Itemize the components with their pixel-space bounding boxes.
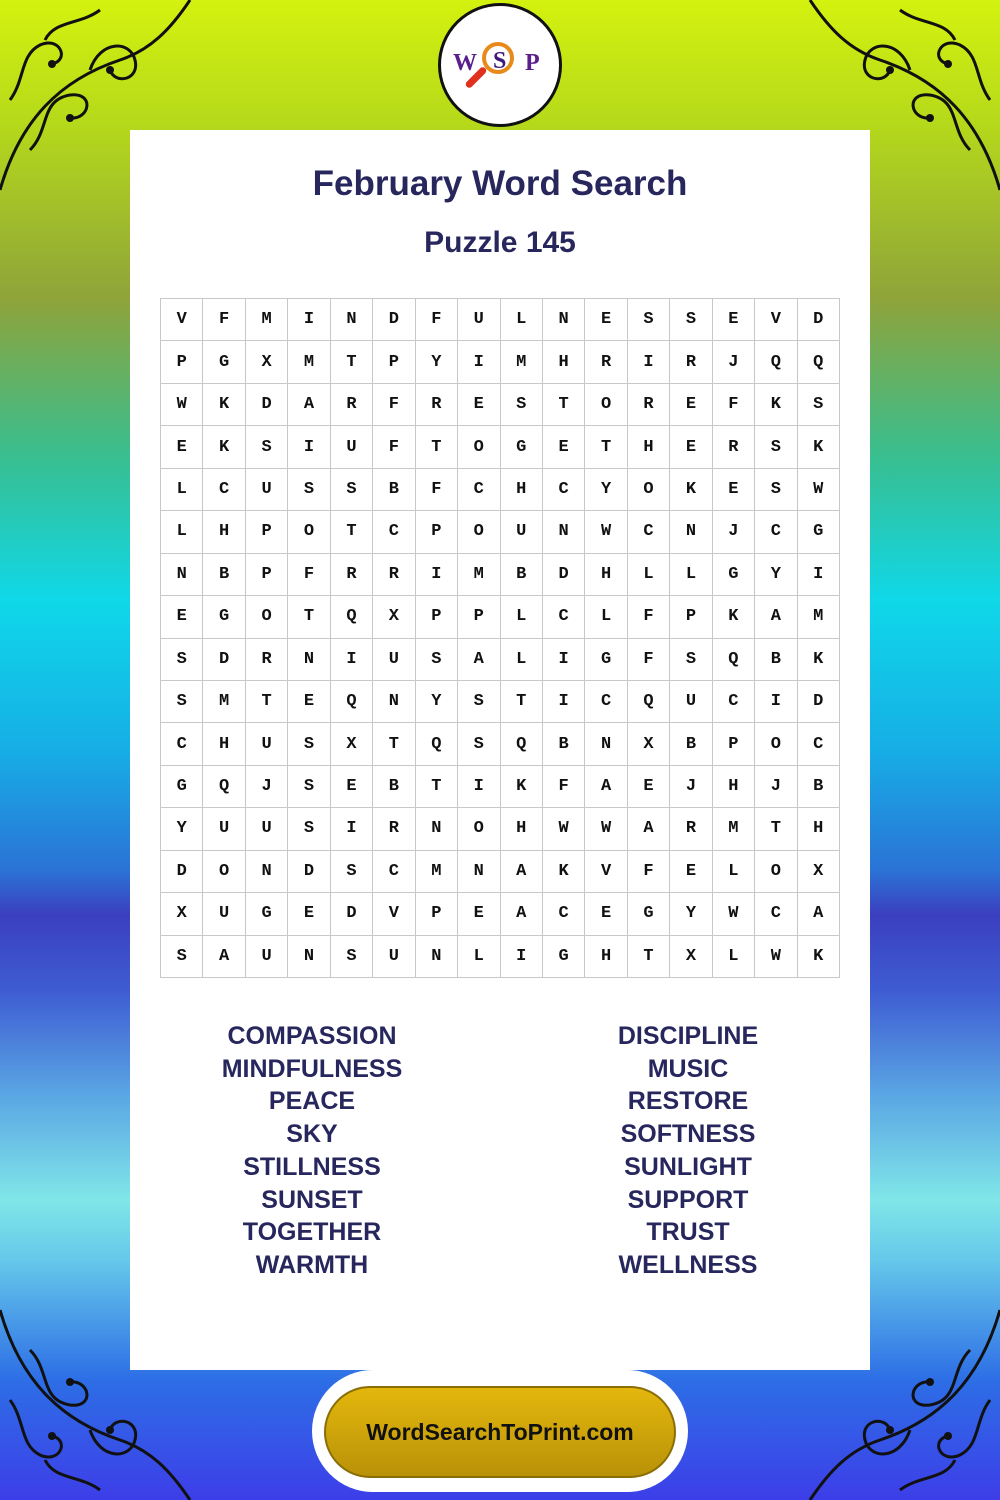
grid-cell[interactable]: G [246, 893, 288, 935]
logo-letter-s: S [493, 48, 507, 74]
grid-cell[interactable]: D [331, 893, 373, 935]
grid-cell[interactable]: R [713, 426, 755, 468]
grid-cell[interactable]: S [670, 639, 712, 681]
grid-cell[interactable]: T [331, 511, 373, 553]
grid-cell[interactable]: L [161, 511, 203, 553]
grid-cell[interactable]: F [628, 639, 670, 681]
grid-cell[interactable]: P [246, 554, 288, 596]
grid-cell[interactable]: D [373, 299, 415, 341]
grid-cell[interactable]: S [246, 426, 288, 468]
grid-cell[interactable]: Q [416, 723, 458, 765]
grid-cell[interactable]: O [246, 596, 288, 638]
grid-cell[interactable]: U [501, 511, 543, 553]
grid-cell[interactable]: E [161, 596, 203, 638]
word-list-item: RESTORE [627, 1087, 749, 1116]
grid-cell[interactable]: H [713, 766, 755, 808]
grid-cell[interactable]: F [628, 851, 670, 893]
grid-cell[interactable]: U [373, 936, 415, 978]
grid-cell[interactable]: U [670, 681, 712, 723]
grid-cell[interactable]: W [585, 808, 627, 850]
grid-cell[interactable]: I [628, 341, 670, 383]
grid-cell[interactable]: C [755, 511, 797, 553]
grid-cell[interactable]: R [331, 554, 373, 596]
grid-cell[interactable]: A [288, 384, 330, 426]
grid-cell[interactable]: E [713, 469, 755, 511]
grid-cell[interactable]: D [798, 681, 840, 723]
grid-cell[interactable]: S [288, 469, 330, 511]
grid-cell[interactable]: O [585, 384, 627, 426]
grid-cell[interactable]: Y [755, 554, 797, 596]
puzzle-number: Puzzle 145 [424, 226, 576, 259]
grid-cell[interactable]: U [458, 299, 500, 341]
grid-cell[interactable]: A [755, 596, 797, 638]
grid-cell[interactable]: H [798, 808, 840, 850]
grid-cell[interactable]: S [288, 766, 330, 808]
grid-cell[interactable]: C [543, 596, 585, 638]
page-title: February Word Search [312, 164, 688, 203]
grid-cell[interactable]: R [670, 341, 712, 383]
grid-cell[interactable]: Q [203, 766, 245, 808]
grid-cell[interactable]: N [373, 681, 415, 723]
grid-cell[interactable]: A [458, 639, 500, 681]
grid-cell[interactable]: S [331, 469, 373, 511]
grid-cell[interactable]: I [331, 808, 373, 850]
grid-cell[interactable]: E [331, 766, 373, 808]
word-list-item: WELLNESS [618, 1250, 758, 1279]
grid-cell[interactable]: Q [501, 723, 543, 765]
grid-cell[interactable]: S [458, 681, 500, 723]
grid-cell[interactable]: T [628, 936, 670, 978]
grid-cell[interactable]: S [288, 808, 330, 850]
grid-cell[interactable]: C [373, 511, 415, 553]
word-list-right [538, 1020, 838, 1282]
grid-cell[interactable]: E [628, 766, 670, 808]
grid-cell[interactable]: T [416, 426, 458, 468]
grid-cell[interactable]: P [416, 511, 458, 553]
grid-cell[interactable]: E [543, 426, 585, 468]
grid-cell[interactable]: B [755, 639, 797, 681]
grid-cell[interactable]: F [628, 596, 670, 638]
grid-cell[interactable]: C [713, 681, 755, 723]
grid-cell[interactable]: T [246, 681, 288, 723]
grid-cell[interactable]: K [501, 766, 543, 808]
grid-cell[interactable]: O [755, 723, 797, 765]
grid-cell[interactable]: Q [755, 341, 797, 383]
grid-cell[interactable]: C [628, 511, 670, 553]
grid-cell[interactable]: E [670, 426, 712, 468]
grid-cell[interactable]: Y [585, 469, 627, 511]
grid-cell[interactable]: O [755, 851, 797, 893]
grid-cell[interactable]: H [501, 469, 543, 511]
grid-cell[interactable]: S [755, 469, 797, 511]
grid-cell[interactable]: R [246, 639, 288, 681]
grid-cell[interactable]: F [373, 426, 415, 468]
grid-cell[interactable]: S [798, 384, 840, 426]
word-list-item: TOGETHER [242, 1218, 382, 1247]
grid-cell[interactable]: T [501, 681, 543, 723]
grid-cell[interactable]: M [713, 808, 755, 850]
grid-cell[interactable]: W [161, 384, 203, 426]
grid-cell[interactable]: N [161, 554, 203, 596]
grid-cell[interactable]: U [246, 723, 288, 765]
grid-cell[interactable]: U [203, 808, 245, 850]
grid-cell[interactable]: C [458, 469, 500, 511]
grid-cell[interactable]: K [543, 851, 585, 893]
grid-cell[interactable]: F [543, 766, 585, 808]
grid-cell[interactable]: C [755, 893, 797, 935]
grid-cell[interactable]: T [373, 723, 415, 765]
grid-cell[interactable]: L [628, 554, 670, 596]
grid-cell[interactable]: A [203, 936, 245, 978]
grid-cell[interactable]: E [161, 426, 203, 468]
grid-cell[interactable]: I [543, 681, 585, 723]
grid-cell[interactable]: E [288, 893, 330, 935]
grid-cell[interactable]: A [501, 893, 543, 935]
grid-cell[interactable]: X [628, 723, 670, 765]
grid-cell[interactable]: K [755, 384, 797, 426]
grid-cell[interactable]: H [628, 426, 670, 468]
grid-cell[interactable]: Q [331, 596, 373, 638]
grid-cell[interactable]: S [416, 639, 458, 681]
word-list-item: STILLNESS [243, 1152, 381, 1181]
grid-cell[interactable]: I [416, 554, 458, 596]
grid-cell[interactable]: S [331, 936, 373, 978]
grid-cell[interactable]: S [501, 384, 543, 426]
grid-cell[interactable]: T [416, 766, 458, 808]
grid-cell[interactable]: P [670, 596, 712, 638]
grid-cell[interactable]: L [501, 639, 543, 681]
grid-cell[interactable]: W [543, 808, 585, 850]
grid-cell[interactable]: H [203, 511, 245, 553]
grid-cell[interactable]: G [501, 426, 543, 468]
grid-cell[interactable]: J [755, 766, 797, 808]
grid-cell[interactable]: F [288, 554, 330, 596]
grid-cell[interactable]: A [798, 893, 840, 935]
grid-cell[interactable]: P [416, 893, 458, 935]
grid-cell[interactable]: I [798, 554, 840, 596]
grid-cell[interactable]: B [373, 766, 415, 808]
grid-cell[interactable]: G [203, 596, 245, 638]
grid-cell[interactable]: K [713, 596, 755, 638]
grid-cell[interactable]: J [246, 766, 288, 808]
grid-cell[interactable]: E [458, 893, 500, 935]
word-list-item: COMPASSION [227, 1022, 397, 1050]
grid-cell[interactable]: G [798, 511, 840, 553]
word-list-item: SKY [286, 1120, 338, 1149]
grid-cell[interactable]: Y [416, 341, 458, 383]
grid-cell[interactable]: L [458, 936, 500, 978]
grid-cell[interactable]: U [373, 639, 415, 681]
grid-cell[interactable]: G [585, 639, 627, 681]
grid-cell[interactable]: N [543, 299, 585, 341]
grid-cell[interactable]: O [628, 469, 670, 511]
grid-cell[interactable]: V [585, 851, 627, 893]
grid-cell[interactable]: N [458, 851, 500, 893]
grid-cell[interactable]: N [416, 936, 458, 978]
grid-cell[interactable]: R [585, 341, 627, 383]
grid-cell[interactable]: S [161, 639, 203, 681]
grid-cell[interactable]: L [501, 596, 543, 638]
grid-cell[interactable]: J [670, 766, 712, 808]
grid-cell[interactable]: Y [670, 893, 712, 935]
grid-cell[interactable]: D [543, 554, 585, 596]
word-list-item: WARMTH [255, 1250, 369, 1279]
grid-cell[interactable]: S [288, 723, 330, 765]
grid-cell[interactable]: M [416, 851, 458, 893]
grid-cell[interactable]: M [288, 341, 330, 383]
grid-cell[interactable]: H [501, 808, 543, 850]
grid-cell[interactable]: A [501, 851, 543, 893]
grid-cell[interactable]: F [416, 469, 458, 511]
grid-cell[interactable]: W [585, 511, 627, 553]
grid-cell[interactable]: C [543, 469, 585, 511]
grid-cell[interactable]: U [246, 808, 288, 850]
grid-cell[interactable]: X [670, 936, 712, 978]
grid-cell[interactable]: S [161, 936, 203, 978]
grid-cell[interactable]: P [246, 511, 288, 553]
grid-cell[interactable]: S [755, 426, 797, 468]
grid-cell[interactable]: E [713, 299, 755, 341]
grid-cell[interactable]: L [713, 936, 755, 978]
grid-cell[interactable]: B [373, 469, 415, 511]
grid-cell[interactable]: T [585, 426, 627, 468]
grid-cell[interactable]: O [203, 851, 245, 893]
grid-cell[interactable]: U [203, 893, 245, 935]
grid-cell[interactable]: K [203, 384, 245, 426]
grid-cell[interactable]: P [458, 596, 500, 638]
grid-cell[interactable]: G [161, 766, 203, 808]
grid-cell[interactable]: C [798, 723, 840, 765]
grid-cell[interactable]: S [458, 723, 500, 765]
grid-cell[interactable]: M [501, 341, 543, 383]
grid-cell[interactable]: L [501, 299, 543, 341]
grid-cell[interactable]: O [458, 808, 500, 850]
grid-cell[interactable]: R [373, 808, 415, 850]
grid-cell[interactable]: G [628, 893, 670, 935]
grid-cell[interactable]: S [628, 299, 670, 341]
grid-cell[interactable]: X [798, 851, 840, 893]
word-list-item: MUSIC [647, 1054, 729, 1083]
grid-cell[interactable]: D [288, 851, 330, 893]
grid-cell[interactable]: L [585, 596, 627, 638]
grid-cell[interactable]: Q [713, 639, 755, 681]
grid-cell[interactable]: N [288, 639, 330, 681]
grid-cell[interactable]: N [585, 723, 627, 765]
grid-cell[interactable]: I [501, 936, 543, 978]
grid-cell[interactable]: M [246, 299, 288, 341]
grid-cell[interactable]: B [203, 554, 245, 596]
grid-cell[interactable]: H [203, 723, 245, 765]
grid-cell[interactable]: F [416, 299, 458, 341]
grid-cell[interactable]: C [585, 681, 627, 723]
grid-cell[interactable]: K [798, 426, 840, 468]
grid-cell[interactable]: E [670, 384, 712, 426]
grid-cell[interactable]: Y [416, 681, 458, 723]
grid-cell[interactable]: X [373, 596, 415, 638]
grid-cell[interactable]: N [331, 299, 373, 341]
grid-cell[interactable]: D [203, 639, 245, 681]
grid-cell[interactable]: V [755, 299, 797, 341]
wsp-logo[interactable] [438, 3, 562, 127]
word-list-item: SUPPORT [627, 1185, 749, 1214]
grid-cell[interactable]: I [755, 681, 797, 723]
grid-cell[interactable]: S [331, 851, 373, 893]
logo-letter-p: P [525, 50, 540, 76]
grid-cell[interactable]: I [458, 341, 500, 383]
grid-cell[interactable]: D [246, 384, 288, 426]
grid-cell[interactable]: D [798, 299, 840, 341]
grid-cell[interactable]: X [246, 341, 288, 383]
grid-cell[interactable]: X [331, 723, 373, 765]
grid-cell[interactable]: H [585, 554, 627, 596]
grid-cell[interactable]: K [203, 426, 245, 468]
grid-cell[interactable]: S [670, 299, 712, 341]
grid-cell[interactable]: E [458, 384, 500, 426]
grid-cell[interactable]: V [161, 299, 203, 341]
grid-cell[interactable]: B [798, 766, 840, 808]
grid-cell[interactable]: S [161, 681, 203, 723]
word-list-item: TRUST [646, 1218, 730, 1247]
grid-cell[interactable]: K [798, 936, 840, 978]
grid-cell[interactable]: L [670, 554, 712, 596]
grid-cell[interactable]: I [458, 766, 500, 808]
grid-cell[interactable]: B [543, 723, 585, 765]
grid-cell[interactable]: E [585, 299, 627, 341]
grid-cell[interactable]: Y [161, 808, 203, 850]
grid-cell[interactable]: Q [798, 341, 840, 383]
grid-cell[interactable]: Q [628, 681, 670, 723]
word-list-item: SOFTNESS [620, 1120, 756, 1149]
grid-cell[interactable]: N [288, 936, 330, 978]
word-list-item: DISCIPLINE [617, 1022, 759, 1050]
grid-cell[interactable]: U [331, 426, 373, 468]
logo-letter-w: W [453, 50, 477, 76]
grid-cell[interactable]: R [628, 384, 670, 426]
grid-cell[interactable]: J [713, 511, 755, 553]
grid-cell[interactable]: N [670, 511, 712, 553]
grid-cell[interactable]: F [203, 299, 245, 341]
grid-cell[interactable]: R [670, 808, 712, 850]
grid-cell[interactable]: O [458, 511, 500, 553]
grid-cell[interactable]: V [373, 893, 415, 935]
grid-cell[interactable]: L [713, 851, 755, 893]
grid-cell[interactable]: P [416, 596, 458, 638]
word-list-item: MINDFULNESS [221, 1054, 403, 1083]
grid-cell[interactable]: B [501, 554, 543, 596]
word-list-left [162, 1020, 462, 1282]
word-list-item: SUNSET [261, 1185, 363, 1214]
grid-cell[interactable]: R [331, 384, 373, 426]
grid-cell[interactable]: P [161, 341, 203, 383]
grid-cell[interactable]: B [670, 723, 712, 765]
grid-cell[interactable]: G [543, 936, 585, 978]
grid-cell[interactable]: W [798, 469, 840, 511]
grid-cell[interactable]: N [246, 851, 288, 893]
word-list-item: PEACE [268, 1087, 356, 1116]
grid-cell[interactable]: O [288, 511, 330, 553]
grid-cell[interactable]: U [246, 936, 288, 978]
grid-cell[interactable]: J [713, 341, 755, 383]
grid-cell[interactable]: Q [331, 681, 373, 723]
grid-cell[interactable]: N [416, 808, 458, 850]
grid-cell[interactable]: U [246, 469, 288, 511]
grid-cell[interactable]: E [585, 893, 627, 935]
grid-cell[interactable]: E [288, 681, 330, 723]
grid-cell[interactable]: D [161, 851, 203, 893]
grid-cell[interactable]: K [670, 469, 712, 511]
grid-cell[interactable]: A [628, 808, 670, 850]
grid-cell[interactable]: L [161, 469, 203, 511]
grid-cell[interactable]: X [161, 893, 203, 935]
grid-cell[interactable]: T [288, 596, 330, 638]
grid-cell[interactable]: T [755, 808, 797, 850]
grid-cell[interactable]: R [416, 384, 458, 426]
grid-cell[interactable]: C [203, 469, 245, 511]
letter-grid [160, 298, 840, 978]
grid-cell[interactable]: P [373, 341, 415, 383]
grid-cell[interactable]: W [755, 936, 797, 978]
grid-cell[interactable]: N [543, 511, 585, 553]
grid-cell[interactable]: W [713, 893, 755, 935]
grid-cell[interactable]: M [203, 681, 245, 723]
grid-cell[interactable]: T [331, 341, 373, 383]
grid-cell[interactable]: I [288, 299, 330, 341]
grid-cell[interactable]: R [373, 554, 415, 596]
grid-cell[interactable]: K [798, 639, 840, 681]
website-button[interactable]: WordSearchToPrint.com [324, 1386, 676, 1478]
grid-cell[interactable]: C [161, 723, 203, 765]
grid-cell[interactable]: M [458, 554, 500, 596]
grid-cell[interactable]: T [543, 384, 585, 426]
grid-cell[interactable]: H [585, 936, 627, 978]
grid-cell[interactable]: O [458, 426, 500, 468]
grid-cell[interactable]: F [373, 384, 415, 426]
grid-cell[interactable]: I [288, 426, 330, 468]
grid-cell[interactable]: I [543, 639, 585, 681]
grid-cell[interactable]: E [670, 851, 712, 893]
grid-cell[interactable]: I [331, 639, 373, 681]
grid-cell[interactable]: F [713, 384, 755, 426]
grid-cell[interactable]: P [713, 723, 755, 765]
grid-cell[interactable]: A [585, 766, 627, 808]
grid-cell[interactable]: H [543, 341, 585, 383]
word-list-item: SUNLIGHT [624, 1152, 752, 1181]
grid-cell[interactable]: G [203, 341, 245, 383]
grid-cell[interactable]: C [543, 893, 585, 935]
grid-cell[interactable]: G [713, 554, 755, 596]
grid-cell[interactable]: M [798, 596, 840, 638]
grid-cell[interactable]: C [373, 851, 415, 893]
